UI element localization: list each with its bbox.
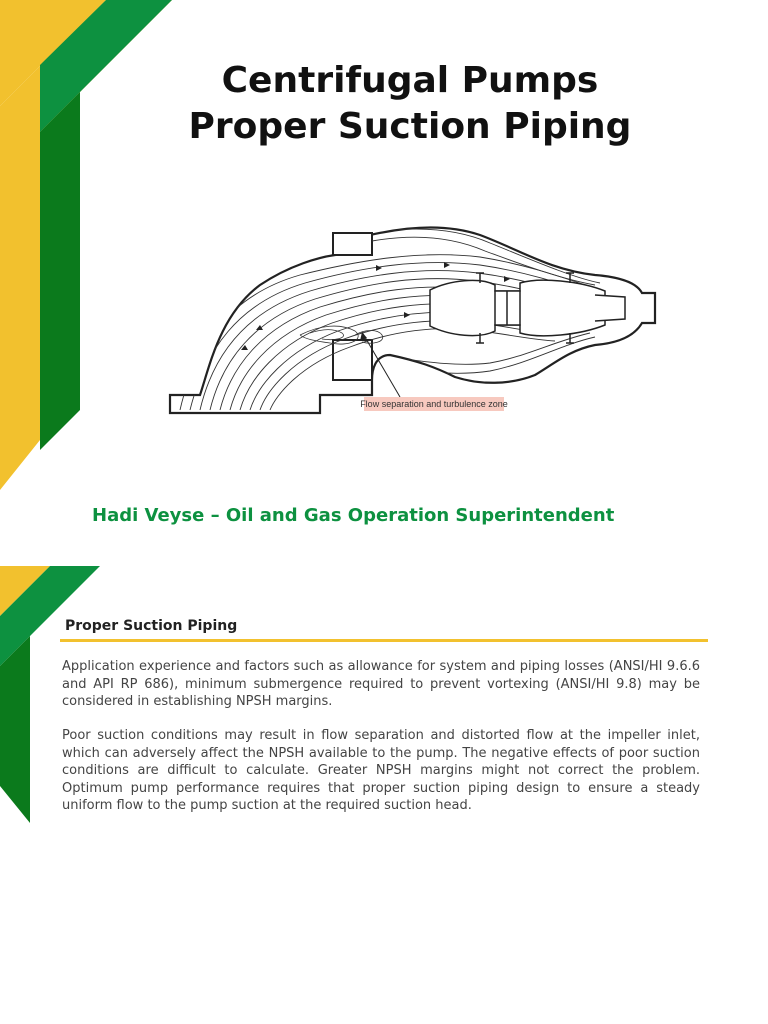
content-slide	[0, 566, 768, 1024]
paragraph-2: Poor suction conditions may result in flow separation and distorted flow at the impeller inlet, which can adversely affect the NPSH available to the pump. The negative effects of poor suction conditions are difficult to calculate. Greater NPSH margins might not correct the problem. Optimum pump performance requires that proper suction piping design to ensure a steady uniform flow to the pump suction at the required suction head.	[62, 728, 700, 813]
author-line: Hadi Veyse – Oil and Gas Operation Superintendent	[92, 505, 615, 526]
pump-flow-diagram	[150, 195, 670, 425]
section-title: Proper Suction Piping	[65, 618, 238, 634]
title-line-2: Proper Suction Piping	[188, 106, 632, 147]
upper-flange	[333, 233, 372, 255]
page-title	[150, 58, 670, 150]
green-vertical-bar	[40, 92, 80, 450]
callout-label: Flow separation and turbulence zone	[360, 399, 508, 409]
paragraph-1: Application experience and factors such as allowance for system and piping losses (ANSI/HI 9.6.6 and API RP 686), minimum submergence required to prevent vortexing (ANSI/HI 9.8) may be considered in establishing NPSH margins.	[62, 659, 700, 709]
title-line-1: Centrifugal Pumps	[221, 60, 599, 101]
section-divider	[60, 639, 708, 642]
page-gap	[0, 540, 768, 566]
